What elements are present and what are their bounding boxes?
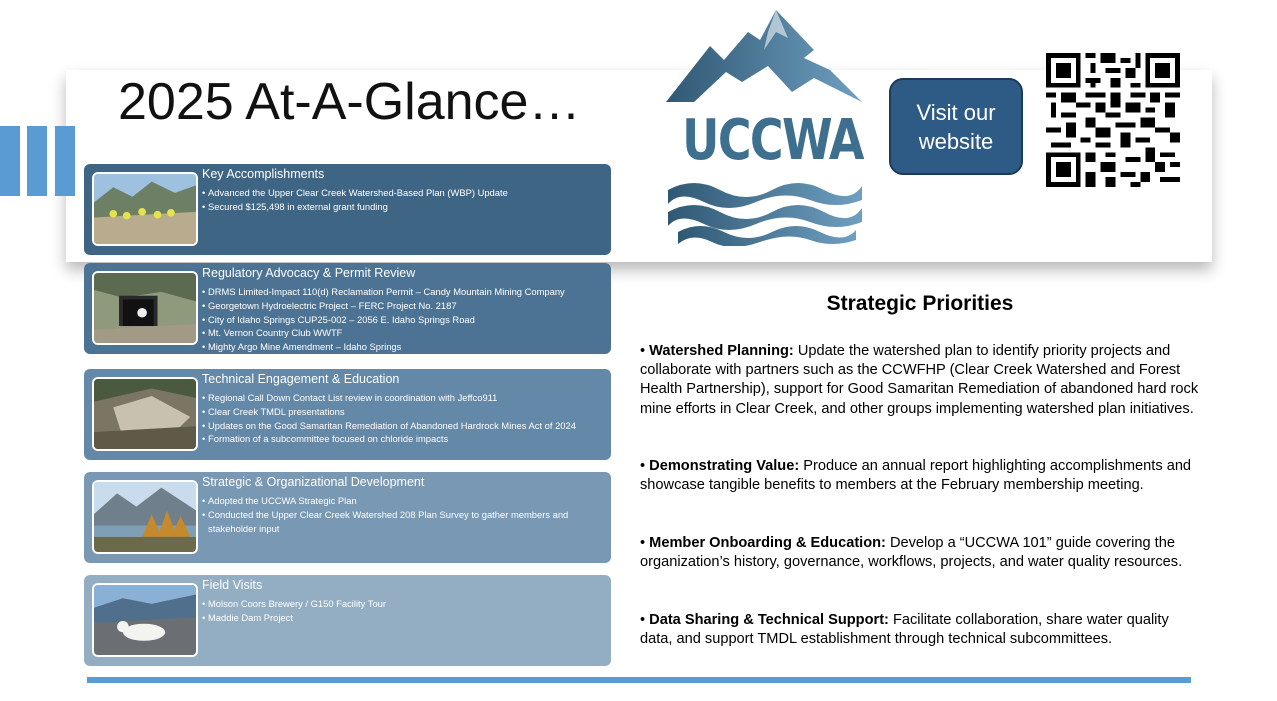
priority-text: Produce an annual report highlighting accomplishments and showcase tangible benefits to members at the February membership meeting. (640, 458, 1192, 494)
card-key-accomplishments (84, 164, 611, 255)
list-item: • City of Idaho Springs CUP25-002 – 2056 E. Idaho Springs Road (202, 313, 605, 327)
qr-code-icon[interactable] (1046, 53, 1180, 187)
accent-bar (27, 126, 47, 196)
card-title: Key Accomplishments (202, 167, 325, 181)
trail-crew-photo (92, 172, 198, 246)
priority-label: Watershed Planning: (649, 343, 794, 359)
list-item: • Maddie Dam Project (202, 611, 605, 625)
priority-item: • Demonstrating Value: Produce an annual report highlighting accomplishments and showcase tangible benefits to members at the February membership meeting. (640, 458, 1192, 494)
card-title: Field Visits (202, 578, 263, 592)
footer-divider (87, 677, 1191, 683)
accent-bar (55, 126, 75, 196)
list-item: • Molson Coors Brewery / G150 Facility Tour (202, 597, 605, 611)
list-item: • Formation of a subcommittee focused on chloride impacts (202, 432, 605, 446)
list-item: • Secured $125,498 in external grant funding (202, 200, 605, 214)
list-item: • DRMS Limited-Impact 110(d) Reclamation Permit – Candy Mountain Mining Company (202, 285, 605, 299)
card-list (202, 285, 605, 354)
card-title: Technical Engagement & Education (202, 372, 400, 386)
priority-item: • Data Sharing & Technical Support: Facilitate collaboration, share water quality data, and support TMDL establishment through technical subcommittees. (640, 612, 1169, 648)
priority-label: Demonstrating Value: (649, 458, 800, 474)
mine-waste-hillside-photo (92, 377, 198, 451)
list-item: • Adopted the UCCWA Strategic Plan (202, 494, 605, 508)
card-list (202, 597, 605, 625)
card-list (202, 186, 605, 214)
accent-bar (0, 126, 20, 196)
card-strategic-development (84, 472, 611, 563)
strategic-priorities-title: Strategic Priorities (826, 292, 1014, 315)
list-item: • Advanced the Upper Clear Creek Watershed-Based Plan (WBP) Update (202, 186, 605, 200)
list-item: • Georgetown Hydroelectric Project – FERC Project No. 2187 (202, 299, 605, 313)
mountain-lake-photo (92, 480, 198, 554)
list-item: • Regional Call Down Contact List review in coordination with Jeffco911 (202, 391, 605, 405)
card-title: Regulatory Advocacy & Permit Review (202, 266, 416, 280)
list-item: • Mt. Vernon Country Club WWTF (202, 326, 605, 340)
card-field-visits (84, 575, 611, 666)
uccwa-logo (664, 10, 866, 246)
list-item: • Updates on the Good Samaritan Remediation of Abandoned Hardrock Mines Act of 2024 (202, 419, 605, 433)
card-list (202, 494, 605, 535)
card-technical-engagement (84, 369, 611, 460)
mine-entrance-photo (92, 271, 198, 345)
list-item: • Mighty Argo Mine Amendment – Idaho Springs (202, 340, 605, 354)
card-list (202, 391, 605, 446)
priority-label: Data Sharing & Technical Support: (649, 612, 889, 628)
card-regulatory-advocacy (84, 263, 611, 354)
visit-website-button[interactable]: Visit our website (889, 78, 1023, 175)
logo-wordmark: UCCWA (682, 108, 863, 173)
priority-item: • Watershed Planning: Update the watershed plan to identify priority projects and collaborate with partners such as the CCWFHP (Clear Creek Watershed and Forest Health Partnership), support for Good Samaritan Remediation of abandoned hard rock mine efforts in Clear Creek, and other groups implementing watershed plan initiatives. (640, 343, 1199, 417)
priority-text: Facilitate collaboration, share water quality data, and support TMDL establishment through technical subcommittees. (640, 612, 1169, 648)
list-item: • Clear Creek TMDL presentations (202, 405, 605, 419)
priority-label: Member Onboarding & Education: (649, 535, 886, 551)
card-title: Strategic & Organizational Development (202, 475, 425, 489)
page-title: 2025 At-A-Glance… (118, 73, 581, 131)
priority-text: Develop a “UCCWA 101” guide covering the organization’s history, governance, workflows, projects, and water quality resources. (640, 535, 1183, 571)
priority-item: • Member Onboarding & Education: Develop a “UCCWA 101” guide covering the organization’s history, governance, workflows, projects, and water quality resources. (640, 535, 1183, 571)
list-item: • Conducted the Upper Clear Creek Watershed 208 Plan Survey to gather members and stakeholder input (202, 508, 605, 536)
mountain-goat-photo (92, 583, 198, 657)
priority-text: Update the watershed plan to identify priority projects and collaborate with partners such as the CCWFHP (Clear Creek Watershed and Forest Health Partnership), support for Good Samaritan Remediation of abandoned hard rock mine efforts in Clear Creek, and other groups implementing watershed plan initiatives. (640, 343, 1199, 417)
